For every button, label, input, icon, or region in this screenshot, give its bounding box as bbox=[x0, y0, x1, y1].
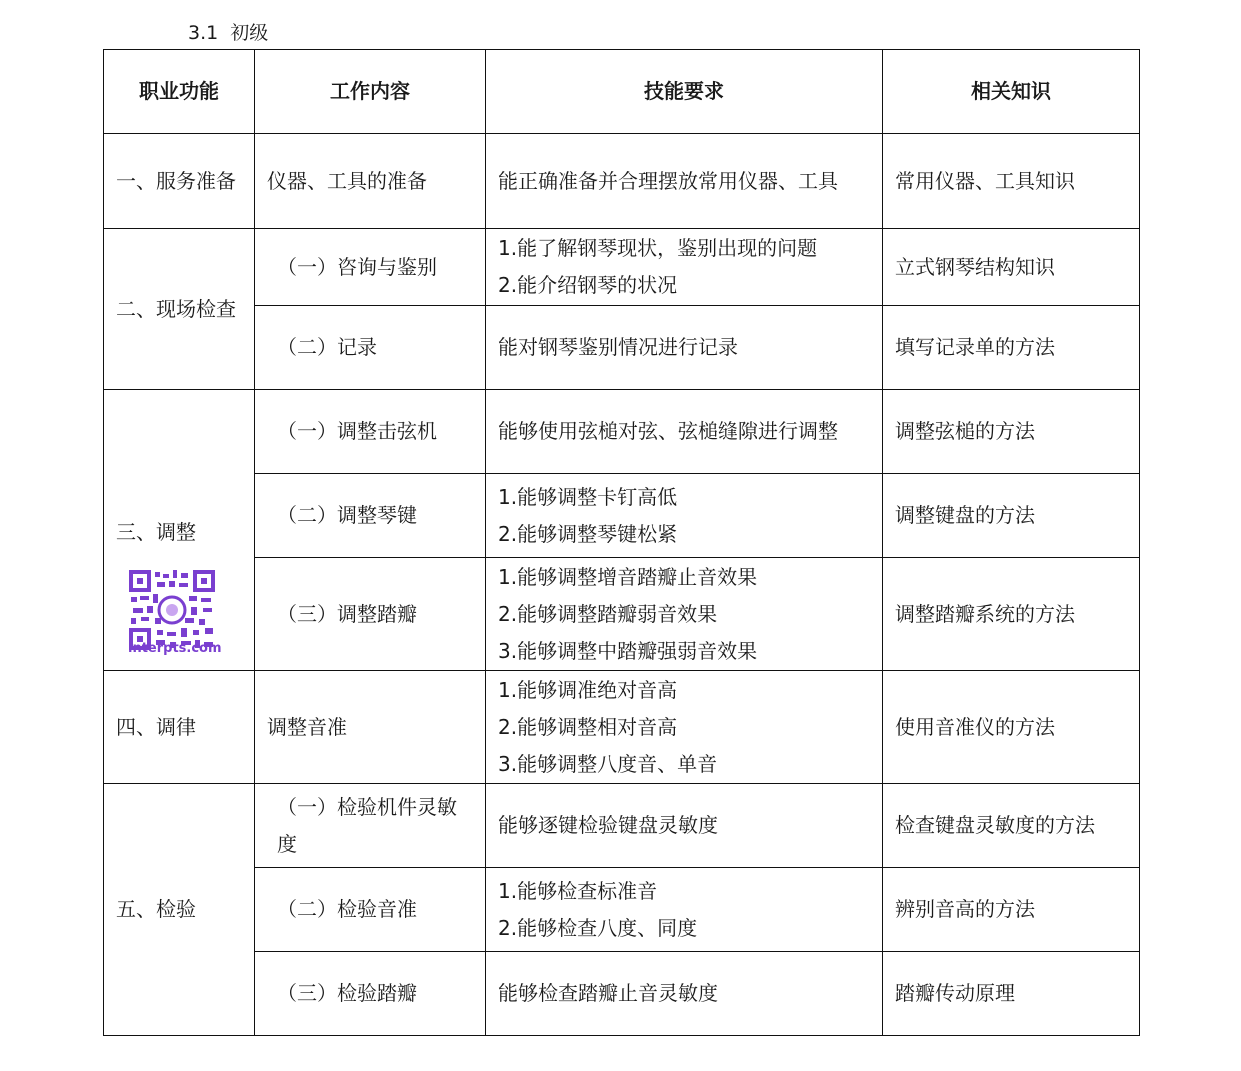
skills-cell bbox=[486, 229, 883, 306]
table-row bbox=[104, 474, 1140, 558]
table-row bbox=[104, 390, 1140, 474]
table-row bbox=[104, 229, 1140, 306]
work-cell: 调整音准 bbox=[255, 671, 486, 784]
work-cell: （三）调整踏瓣 bbox=[255, 558, 486, 671]
skill-line: 2.能够调整琴键松紧 bbox=[498, 521, 678, 546]
skill-line: 1.能了解钢琴现状，鉴别出现的问题 bbox=[498, 236, 818, 260]
work-cell: （三）检验踏瓣 bbox=[255, 952, 486, 1036]
table-row bbox=[104, 784, 1140, 868]
function-cell: 五、检验 bbox=[104, 784, 255, 1036]
knowledge-cell: 调整弦槌的方法 bbox=[883, 390, 1140, 474]
skills-cell: 能够检查踏瓣止音灵敏度 bbox=[486, 952, 883, 1036]
skills-cell bbox=[486, 474, 883, 558]
skills-cell: 能够使用弦槌对弦、弦槌缝隙进行调整 bbox=[486, 390, 883, 474]
work-cell: （一）检验机件灵敏度 bbox=[255, 784, 486, 868]
table-row bbox=[104, 952, 1140, 1036]
skill-line: 3.能够调整八度音、单音 bbox=[498, 751, 718, 776]
skill-line: 1.能够调整卡钉高低 bbox=[498, 484, 678, 509]
knowledge-cell: 使用音准仪的方法 bbox=[883, 671, 1140, 784]
work-cell: （二）检验音准 bbox=[255, 868, 486, 952]
work-cell: （二）调整琴键 bbox=[255, 474, 486, 558]
knowledge-cell: 填写记录单的方法 bbox=[883, 306, 1140, 390]
knowledge-cell: 立式钢琴结构知识 bbox=[883, 229, 1140, 306]
section-number: 3.1 bbox=[188, 22, 219, 44]
table-row bbox=[104, 134, 1140, 229]
skill-line: 1.能够检查标准音 bbox=[498, 878, 658, 903]
knowledge-cell: 检查键盘灵敏度的方法 bbox=[883, 784, 1140, 868]
section-title bbox=[188, 18, 268, 45]
function-cell: 四、调律 bbox=[104, 671, 255, 784]
skills-cell bbox=[486, 868, 883, 952]
function-cell: 二、现场检查 bbox=[104, 229, 255, 390]
skill-line: 2.能介绍钢琴的状况 bbox=[498, 273, 678, 297]
work-cell: （二）记录 bbox=[255, 306, 486, 390]
knowledge-cell: 常用仪器、工具知识 bbox=[883, 134, 1140, 229]
knowledge-cell: 调整键盘的方法 bbox=[883, 474, 1140, 558]
skills-cell: 能对钢琴鉴别情况进行记录 bbox=[486, 306, 883, 390]
section-name: 初级 bbox=[230, 22, 269, 44]
skills-table bbox=[103, 49, 1140, 1036]
work-cell: （一）调整击弦机 bbox=[255, 390, 486, 474]
table-row bbox=[104, 868, 1140, 952]
work-cell: （一）咨询与鉴别 bbox=[255, 229, 486, 306]
header-function: 职业功能 bbox=[104, 50, 255, 134]
header-skills: 技能要求 bbox=[486, 50, 883, 134]
header-knowledge: 相关知识 bbox=[883, 50, 1140, 134]
knowledge-cell: 辨别音高的方法 bbox=[883, 868, 1140, 952]
watermark-label: interpts.com bbox=[128, 641, 222, 656]
skill-line: 3.能够调整中踏瓣强弱音效果 bbox=[498, 638, 758, 663]
header-work: 工作内容 bbox=[255, 50, 486, 134]
header-row bbox=[104, 50, 1140, 134]
skill-line: 2.能够调整踏瓣弱音效果 bbox=[498, 601, 718, 626]
table-row bbox=[104, 558, 1140, 671]
skills-cell bbox=[486, 671, 883, 784]
table-row bbox=[104, 671, 1140, 784]
skill-line: 2.能够检查八度、同度 bbox=[498, 915, 698, 940]
knowledge-cell: 调整踏瓣系统的方法 bbox=[883, 558, 1140, 671]
skill-line: 1.能够调整增音踏瓣止音效果 bbox=[498, 564, 758, 589]
function-label: 三、调整 bbox=[116, 520, 196, 544]
skill-line: 2.能够调整相对音高 bbox=[498, 714, 678, 739]
skill-line: 1.能够调准绝对音高 bbox=[498, 677, 678, 702]
work-cell: 仪器、工具的准备 bbox=[255, 134, 486, 229]
skills-cell: 能正确准备并合理摆放常用仪器、工具 bbox=[486, 134, 883, 229]
function-cell: 一、服务准备 bbox=[104, 134, 255, 229]
table-row bbox=[104, 306, 1140, 390]
skills-cell: 能够逐键检验键盘灵敏度 bbox=[486, 784, 883, 868]
skills-cell bbox=[486, 558, 883, 671]
knowledge-cell: 踏瓣传动原理 bbox=[883, 952, 1140, 1036]
